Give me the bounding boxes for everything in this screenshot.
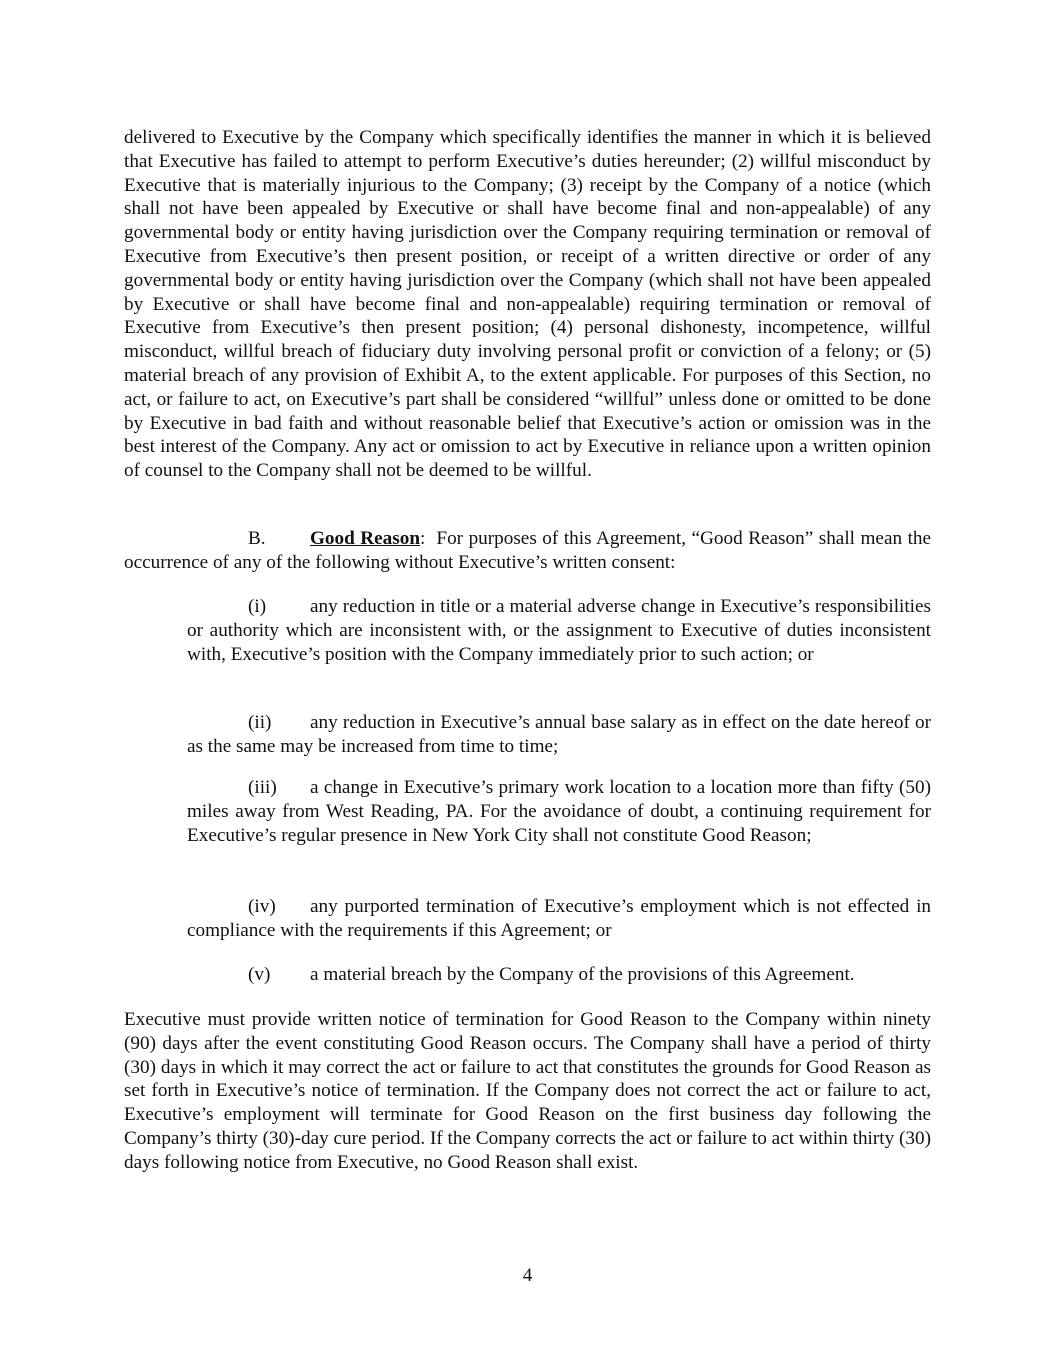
list-item-text: any reduction in title or a material adverse change in Executive’s responsibilities or authority which are inconsistent with, or the assignment to Executive of duties inconsistent with, Executive’s position with the Company immediately prior to such action; or <box>187 596 931 665</box>
list-item-iv <box>187 895 931 943</box>
list-item-marker: (iv) <box>248 896 276 917</box>
section-b-label: B. <box>248 528 266 549</box>
list-item-ii <box>187 711 931 759</box>
list-item-text: a material breach by the Company of the provisions of this Agreement. <box>310 964 855 985</box>
page-number: 4 <box>522 1265 533 1286</box>
list-item-text: any purported termination of Executive’s employment which is not effected in compliance with the requirements if this Agreement; or <box>187 896 931 941</box>
list-item-marker: (i) <box>248 596 267 617</box>
list-item-marker: (ii) <box>248 712 272 733</box>
section-b-text: For purposes of this Agreement, “Good Reason” shall mean the occurrence of any of the following without Executive’s written consent: <box>124 528 932 573</box>
list-item-iii <box>187 776 931 847</box>
list-item-text: a change in Executive’s primary work location to a location more than fifty (50) miles away from West Reading, PA. For the avoidance of doubt, a continuing requirement for Executive’s regular presence in New York City shall not constitute Good Reason; <box>187 777 931 846</box>
list-item-text: any reduction in Executive’s annual base salary as in effect on the date hereof or as the same may be increased from time to time; <box>187 712 931 757</box>
section-b-heading: Good Reason <box>310 528 421 549</box>
paragraph-cause-continued: delivered to Executive by the Company which specifically identifies the manner in which it is believed that Executive has failed to attempt to perform Executive’s duties hereunder; (2) willful misconduct by Executive that is materially injurious to the Company; (3) receipt by the Company of a notice (which shall not have been appealed by Executive or shall have become final and non-appealable) of any governmental body or entity having jurisdiction over the Company requiring termination or removal of Executive from Executive’s then present position, or receipt of a written directive or order of any governmental body or entity having jurisdiction over the Company (which shall not have been appealed by Executive or shall have become final and non-appealable) requiring termination or removal of Executive from Executive’s then present position; (4) personal dishonesty, incompetence, willful misconduct, willful breach of fiduciary duty involving personal profit or conviction of a felony; or (5) material breach of any provision of Exhibit A, to the extent applicable. For purposes of this Section, no act, or failure to act, on Executive’s part shall be considered “willful” unless done or omitted to be done by Executive in bad faith and without reasonable belief that Executive’s action or omission was in the best interest of the Company. Any act or omission to act by Executive in reliance upon a written opinion of counsel to the Company shall not be deemed to be willful. <box>124 127 931 482</box>
list-item-i <box>187 595 931 666</box>
paragraph-notice-requirement: Executive must provide written notice of termination for Good Reason to the Company within ninety (90) days after the event constituting Good Reason occurs. The Company shall have a period of thirty (30) days in which it may correct the act or failure to act that constitutes the grounds for Good Reason as set forth in Executive’s notice of termination. If the Company does not correct the act or failure to act, Executive’s employment will terminate for Good Reason on the first business day following the Company’s thirty (30)-day cure period. If the Company corrects the act or failure to act within thirty (30) days following notice from Executive, no Good Reason shall exist. <box>124 1009 931 1173</box>
list-item-marker: (iii) <box>248 777 277 798</box>
section-b-paragraph <box>124 527 931 575</box>
list-item-v <box>187 963 931 987</box>
section-b-heading-suffix: : <box>420 528 426 549</box>
list-item-marker: (v) <box>248 964 271 985</box>
